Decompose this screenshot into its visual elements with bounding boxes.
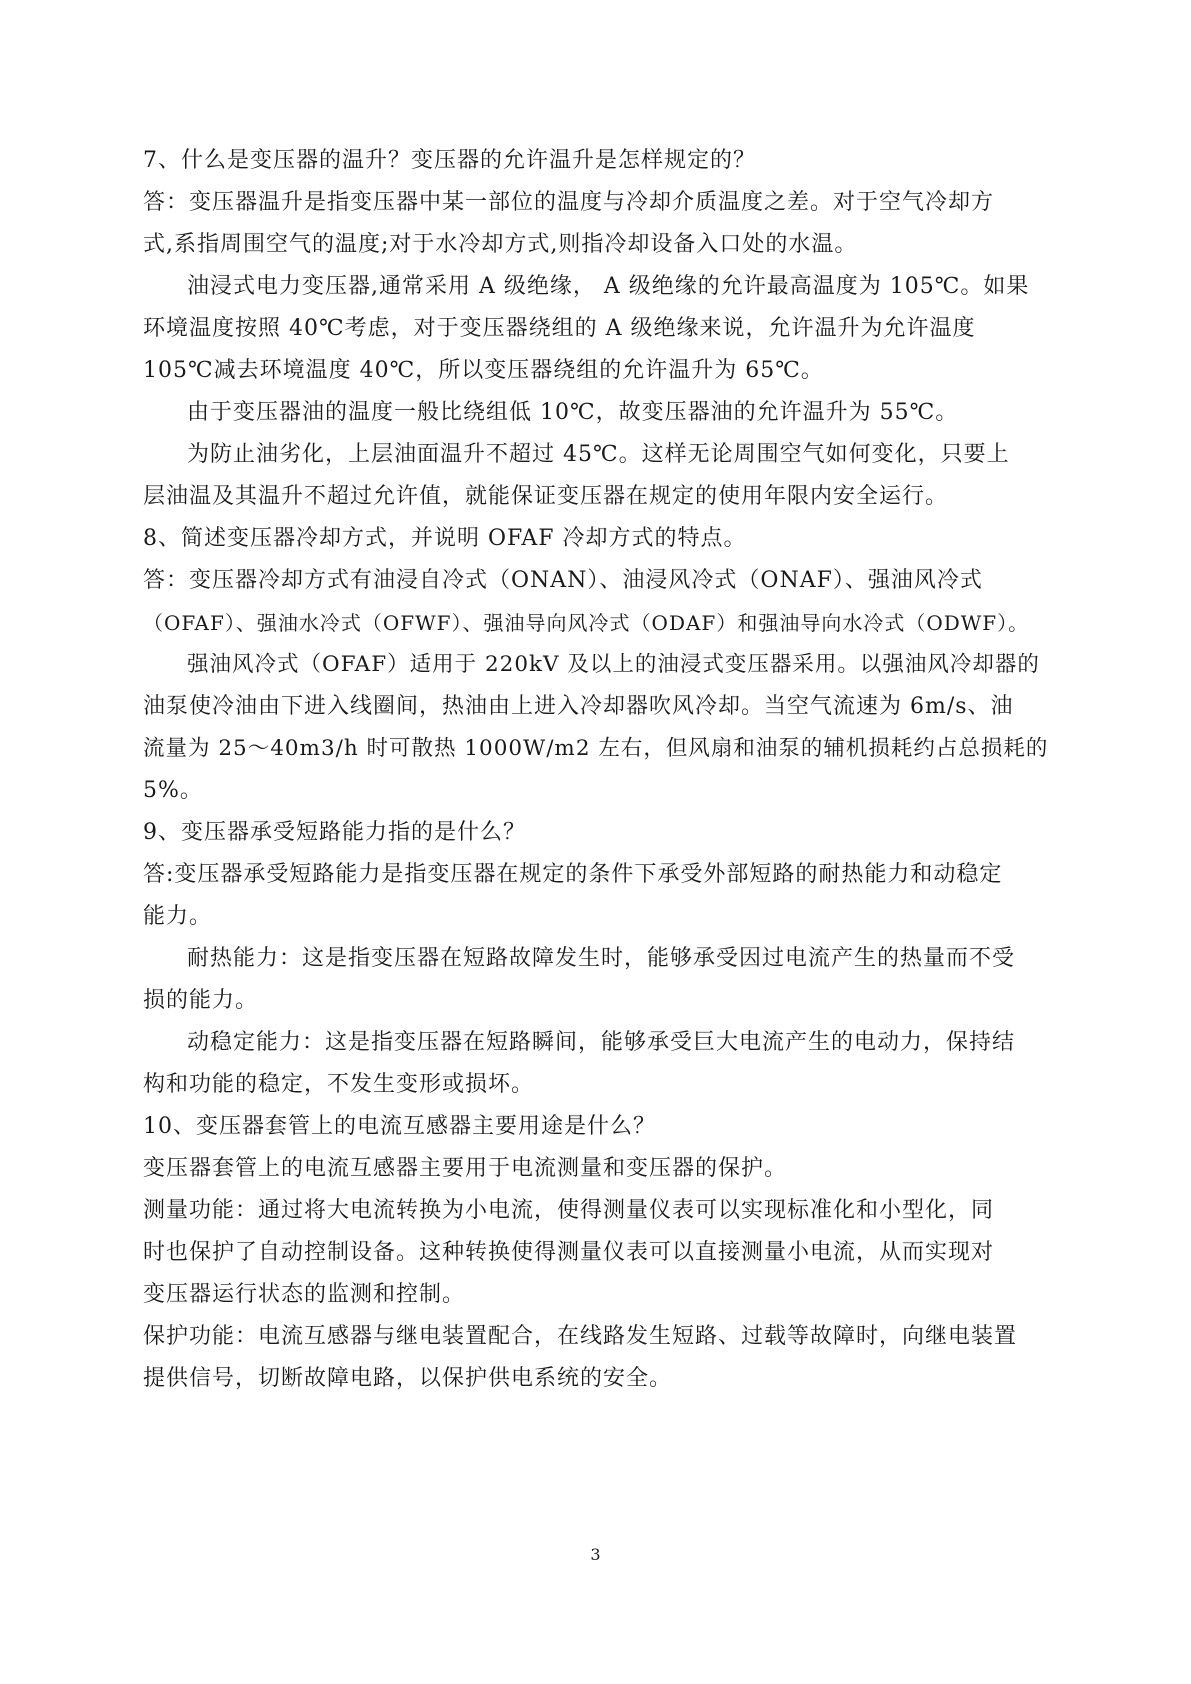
text-line: 答：变压器冷却方式有油浸自冷式（ONAN）、油浸风冷式（ONAF）、强油风冷式	[143, 568, 983, 593]
text-line: 变压器运行状态的监测和控制。	[143, 1282, 466, 1307]
text-line: 测量功能：通过将大电流转换为小电流，使得测量仪表可以实现标准化和小型化，同	[143, 1198, 995, 1223]
page-number: 3	[590, 1545, 601, 1564]
text-line: 时也保护了自动控制设备。这种转换使得测量仪表可以直接测量小电流，从而实现对	[143, 1240, 995, 1265]
document-body	[143, 140, 1048, 1400]
text-line: 油浸式电力变压器,通常采用 A 级绝缘， A 级绝缘的允许最高温度为 105℃。如果	[187, 274, 1030, 299]
text-line: 答:变压器承受短路能力是指变压器在规定的条件下承受外部短路的耐热能力和动稳定	[143, 862, 1003, 887]
text-line: 损的能力。	[143, 988, 259, 1013]
text-line: 流量为 25～40m3/h 时可散热 1000W/m2 左右，但风扇和油泵的辅机损耗约占总损耗的	[143, 736, 1049, 761]
text-line: 层油温及其温升不超过允许值，就能保证变压器在规定的使用年限内安全运行。	[143, 484, 949, 509]
text-line: 动稳定能力：这是指变压器在短路瞬间，能够承受巨大电流产生的电动力，保持结	[187, 1030, 1016, 1055]
text-line: 油泵使冷油由下进入线圈间，热油由上进入冷却器吹风冷却。当空气流速为 6m/s、油	[143, 694, 1014, 719]
text-line: 7、什么是变压器的温升？变压器的允许温升是怎样规定的？	[143, 148, 756, 173]
text-line: 式,系指周围空气的温度;对于水冷却方式,则指冷却设备入口处的水温。	[143, 232, 858, 257]
text-line: 能力。	[143, 904, 213, 929]
text-line: 105℃减去环境温度 40℃，所以变压器绕组的允许温升为 65℃。	[143, 358, 824, 383]
text-line: 耐热能力：这是指变压器在短路故障发生时，能够承受因过电流产生的热量而不受	[187, 946, 1016, 971]
text-line: 为防止油劣化，上层油面温升不超过 45℃。这样无论周围空气如何变化，只要上	[187, 442, 1010, 467]
text-line: 保护功能：电流互感器与继电装置配合，在线路发生短路、过载等故障时，向继电装置	[143, 1324, 1018, 1349]
text-line: 10、变压器套管上的电流互感器主要用途是什么？	[143, 1114, 656, 1139]
text-line: 强油风冷式（OFAF）适用于 220kV 及以上的油浸式变压器采用。以强油风冷却器的	[187, 652, 1040, 677]
text-line: 构和功能的稳定，不发生变形或损坏。	[143, 1072, 535, 1097]
text-line: 变压器套管上的电流互感器主要用于电流测量和变压器的保护。	[143, 1156, 788, 1181]
text-line: 由于变压器油的温度一般比绕组低 10℃，故变压器油的允许温升为 55℃。	[187, 400, 959, 425]
text-line: 答：变压器温升是指变压器中某一部位的温度与冷却介质温度之差。对于空气冷却方	[143, 190, 995, 215]
text-line: （OFAF）、强油水冷式（OFWF）、强油导向风冷式（ODAF）和强油导向水冷式（ODWF）。	[143, 611, 1030, 635]
text-line: 环境温度按照 40℃考虑，对于变压器绕组的 A 级绝缘来说，允许温升为允许温度	[143, 316, 976, 341]
text-line: 5%。	[143, 778, 203, 803]
text-line: 8、简述变压器冷却方式，并说明 OFAF 冷却方式的特点。	[143, 526, 747, 551]
text-line: 9、变压器承受短路能力指的是什么？	[143, 820, 526, 845]
text-line: 提供信号，切断故障电路，以保护供电系统的安全。	[143, 1366, 673, 1391]
